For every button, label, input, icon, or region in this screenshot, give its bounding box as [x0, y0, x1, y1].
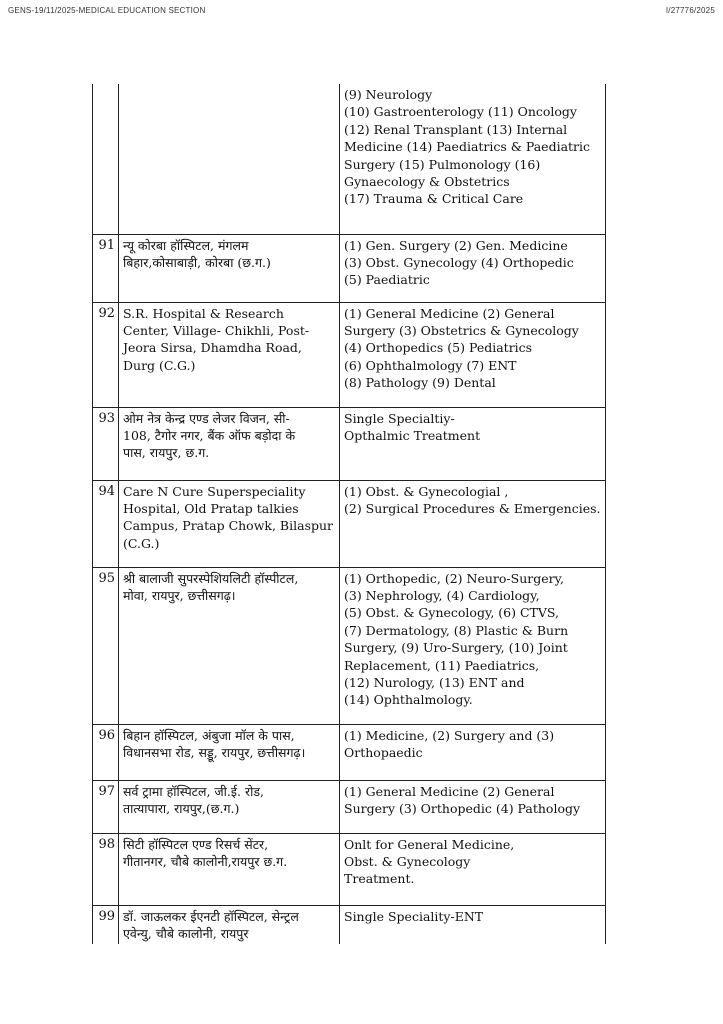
hospital-name: S.R. Hospital & Research Center, Village- Chikhli, Post- Jeora Sirsa, Dhamdha Road, Durg (C.G.) — [119, 302, 340, 407]
specialities: Single Speciality-ENT — [340, 905, 606, 944]
specialities: (9) Neurology (10) Gastroenterology (11) Oncology (12) Renal Transplant (13) Internal Medicine (14) Paediatrics & Paediatric Surgery (15) Pulmonology (16) Gynaecology & Obstetrics (17) Trauma & Critical Care — [340, 84, 606, 234]
hospital-name: सिटी हॉस्पिटल एण्ड रिसर्च सेंटर, गीतानगर, चौबे कालोनी,रायपुर छ.ग. — [119, 833, 340, 905]
table-row — [93, 234, 606, 302]
serial-number: 93 — [93, 407, 119, 480]
specialities: (1) Medicine, (2) Surgery and (3) Orthopaedic — [340, 724, 606, 780]
table-row — [93, 407, 606, 480]
table-row — [93, 302, 606, 407]
table-row — [93, 84, 606, 234]
document-header-left: GENS-19/11/2025-MEDICAL EDUCATION SECTION — [8, 6, 206, 15]
hospital-name: बिहान हॉस्पिटल, अंबुजा मॉल के पास, विधानसभा रोड, सड्डू, रायपुर, छत्तीसगढ़। — [119, 724, 340, 780]
serial-number: 97 — [93, 780, 119, 833]
serial-number: 94 — [93, 480, 119, 567]
serial-number: 91 — [93, 234, 119, 302]
table-row — [93, 724, 606, 780]
specialities: (1) Orthopedic, (2) Neuro-Surgery, (3) Nephrology, (4) Cardiology, (5) Obst. & Gynecology, (6) CTVS, (7) Dermatology, (8) Plastic & Burn Surgery, (9) Uro-Surgery, (10) Joint Replacement, (11) Paediatrics, (12) Nurology, (13) ENT and (14) Ophthalmology. — [340, 567, 606, 724]
table-row — [93, 905, 606, 944]
hospital-name — [119, 84, 340, 234]
specialities: (1) General Medicine (2) General Surgery (3) Obstetrics & Gynecology (4) Orthopedics (5) Pediatrics (6) Ophthalmology (7) ENT (8) Pathology (9) Dental — [340, 302, 606, 407]
specialities: (1) Gen. Surgery (2) Gen. Medicine (3) Obst. Gynecology (4) Orthopedic (5) Paediatric — [340, 234, 606, 302]
hospital-name: न्यू कोरबा हॉस्पिटल, मंगलम बिहार,कोसाबाड़ी, कोरबा (छ.ग.) — [119, 234, 340, 302]
serial-number: 98 — [93, 833, 119, 905]
serial-number: 92 — [93, 302, 119, 407]
serial-number — [93, 84, 119, 234]
specialities: Onlt for General Medicine, Obst. & Gynecology Treatment. — [340, 833, 606, 905]
table-row — [93, 833, 606, 905]
document-header-right: I/27776/2025 — [665, 6, 715, 15]
hospital-name: ओम नेत्र केन्द्र एण्ड लेजर विजन, सी- 108, टैगोर नगर, बैंक ऑफ बड़ोदा के पास, रायपुर, छ.ग. — [119, 407, 340, 480]
hospital-name: श्री बालाजी सुपरस्पेशियलिटी हॉस्पीटल, मोवा, रायपुर, छत्तीसगढ़। — [119, 567, 340, 724]
hospital-table — [92, 84, 606, 944]
specialities: (1) General Medicine (2) General Surgery (3) Orthopedic (4) Pathology — [340, 780, 606, 833]
serial-number: 95 — [93, 567, 119, 724]
hospital-name: सर्व ट्रामा हॉस्पिटल, जी.ई. रोड, तात्यापारा, रायपुर,(छ.ग.) — [119, 780, 340, 833]
specialities: Single Specialtiy- Opthalmic Treatment — [340, 407, 606, 480]
hospital-name: Care N Cure Superspeciality Hospital, Old Pratap talkies Campus, Pratap Chowk, Bilaspur (C.G.) — [119, 480, 340, 567]
serial-number: 96 — [93, 724, 119, 780]
serial-number: 99 — [93, 905, 119, 944]
table-row — [93, 480, 606, 567]
table-row — [93, 567, 606, 724]
specialities: (1) Obst. & Gynecologial , (2) Surgical Procedures & Emergencies. — [340, 480, 606, 567]
table-row — [93, 780, 606, 833]
hospital-name: डॉ. जाऊलकर ईएनटी हॉस्पिटल, सेन्ट्रल एवेन्यु, चौबे कालोनी, रायपुर — [119, 905, 340, 944]
